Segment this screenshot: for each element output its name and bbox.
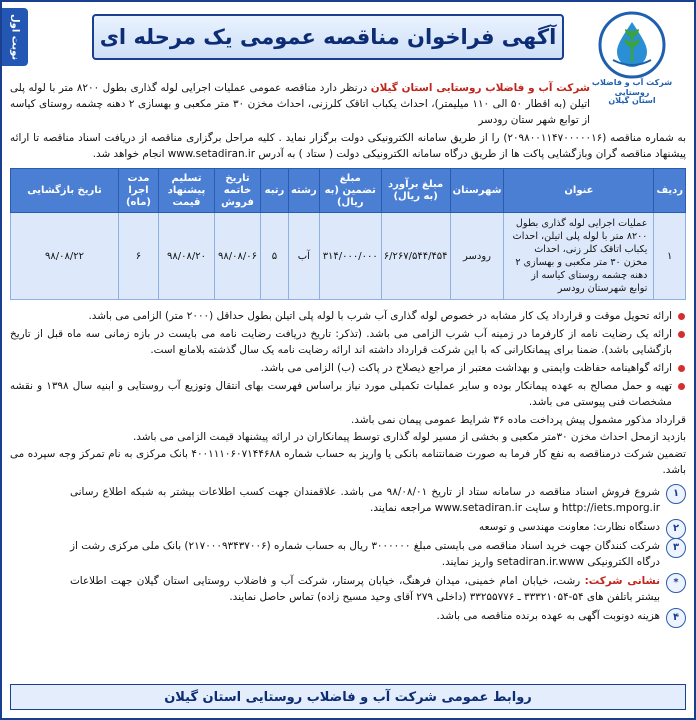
logo-text-1: شرکت آب و فاضلاب روستایی	[591, 78, 673, 97]
address-item	[10, 573, 686, 605]
cell-rank: ۵	[260, 213, 288, 300]
col-header: مدت اجرا (ماه)	[118, 169, 158, 213]
cell-estimate: ۶/۲۶۷/۵۴۴/۴۵۴	[381, 213, 450, 300]
item-number: ۲	[666, 519, 686, 539]
list-item-text: ارائه تحویل موقت و قرارداد یک کار مشابه در خصوص لوله گذاری آب شرب با لوله پلی اتیلن بطول حداقل (۲۰۰۰ متر) الزامی می باشد.	[88, 310, 672, 322]
bullet-dot-icon	[678, 365, 685, 372]
cell-sale-end: ۹۸/۰۸/۰۶	[214, 213, 260, 300]
numbered-list	[10, 484, 686, 624]
item-text: شروع فروش اسناد مناقصه در سامانه ستاد از تاریخ ۹۸/۰۸/۰۱ می باشد. علاقمندان جهت کسب اطلاعات بیشتر به شبکه اطلاع رسانی http://iets.mporg.ir و سایت www.setadiran.ir مراجعه نمایند.	[70, 486, 660, 514]
cell-guarantee: ۳۱۴/۰۰۰/۰۰۰	[319, 213, 381, 300]
page-title: آگهی فراخوان مناقصه عمومی یک مرحله ای	[92, 14, 564, 60]
table-header-row	[11, 169, 686, 213]
col-header: رتبه	[260, 169, 288, 213]
numbered-item	[10, 519, 686, 535]
bullet-dot-icon	[678, 383, 685, 390]
numbered-item	[10, 484, 686, 516]
col-header: رشته	[288, 169, 319, 213]
paragraph: تضمین شرکت درمناقصه به نفع کار فرما به صورت ضمانتنامه بانکی یا واریز به حساب شماره ۴۰۰۱۱۱۰۶۰۷۱۴۴۶۸۸ بانک مرکزی به نام تمرکز وجه سپرده می باشد.	[10, 448, 687, 476]
col-header: عنوان	[504, 169, 654, 213]
footer: روابط عمومی شرکت آب و فاضلاب روستایی استان گیلان	[10, 684, 686, 710]
tender-table	[10, 168, 686, 300]
cell-duration: ۶	[118, 213, 158, 300]
col-header: تاریخ خاتمه فروش	[214, 169, 260, 213]
numbered-item	[10, 608, 686, 624]
item-number: ۳	[666, 538, 686, 558]
list-item	[10, 360, 686, 376]
water-drop-wheat-icon	[597, 10, 667, 80]
cell-opening: ۹۸/۰۸/۲۲	[11, 213, 119, 300]
paragraph: بازدید ازمحل احداث مخزن ۳۰متر مکعبی و بخشی از مسیر لوله گذاری توسط پیمانکاران در ارائه پیشنهاد قیمت الزامی می باشد.	[132, 431, 686, 443]
table-row	[11, 213, 686, 300]
logo-text-2: استان گیلان	[608, 96, 656, 105]
numbered-item	[10, 538, 686, 570]
item-text: دستگاه نظارت: معاونت مهندسی و توسعه	[479, 521, 660, 533]
item-number: *	[666, 573, 686, 593]
list-item	[10, 378, 686, 410]
intro-paragraph-2: به شماره مناقصه (۲۰۹۸۰۰۱۱۴۷۰۰۰۰۰۱۶) را از طریق سامانه الکترونیکی دولت برگزار نماید . کلیه مراحل برگزاری مناقصه از دریافت اسناد مناقصه تا ارائه پیشنهاد مناقصه گران وبازگشایی پاکت ها از طریق درگاه سامانه الکترونیکی دولت ( ستاد ) به آدرس www.setadiran.ir انجام خواهد شد.	[10, 132, 687, 160]
paragraph: قرارداد مذکور مشمول پیش پرداخت ماده ۳۶ شرایط عمومی پیمان نمی باشد.	[350, 414, 686, 426]
cell-index: ۱	[654, 213, 686, 300]
bullet-dot-icon	[678, 331, 685, 338]
col-header: مبلغ تضمین (به ریال)	[319, 169, 381, 213]
col-header: شهرستان	[450, 169, 504, 213]
list-item	[10, 326, 686, 358]
list-item-text: ارائه یک رضایت نامه از کارفرما در زمینه آب شرب الزامی می باشد. (تذکر: تاریخ دریافت رضایت نامه می بایست در بازه زمانی سه ماه قبل از تاریخ بازگشایی باشد). ضمنا برای پیمانکارانی که با این شرکت قرارداد داشته اند ارائه رضایت نامه یک سال گذشته بلامانع است.	[10, 328, 672, 356]
list-item-text: ارائه گواهینامه حفاظت وایمنی و بهداشت معتبر از مراجع ذیصلاح در پاکت (ب) الزامی می باشد.	[260, 362, 672, 374]
col-header: تاریخ بازگشایی	[11, 169, 119, 213]
item-number: ۱	[666, 484, 686, 504]
col-header: ردیف	[654, 169, 686, 213]
list-item	[10, 308, 686, 324]
org-name: شرکت آب و فاضلاب روستایی استان گیلان	[370, 82, 591, 94]
address-label: نشانی شرکت:	[584, 575, 660, 587]
item-number: ۴	[666, 608, 686, 628]
intro-text: درنظر دارد مناقصه عمومی عملیات اجرایی لوله گذاری بطول ۸۲۰۰ متر با لوله پلی اتیلن (به اقطار ۵۰ الی ۱۱۰ میلیمتر)، احداث یکباب اتاقک کلرزنی، احداث مخزن ۳۰ متر مکعبی و بهسازی ۲ دهنه چشمه روستای کیاسه از توابع شهر ستان رودسر	[10, 82, 591, 126]
requirements-list	[10, 308, 686, 410]
cell-submission: ۹۸/۰۸/۲۰	[158, 213, 214, 300]
col-header: تسلیم پیشنهاد قیمت	[158, 169, 214, 213]
item-text: هزینه دونوبت آگهی به عهده برنده مناقصه می باشد.	[436, 610, 660, 622]
item-text: رشت، خیابان امام خمینی، میدان فرهنگ، خیابان پرستار، شرکت آب و فاضلاب روستایی استان گیلان جهت اطلاعات بیشتر باتلفن های ۵۴-۳۳۳۲۱۰۵۴ ـ ۳۳۲۵۵۷۷۶ (داخلی ۲۷۹ آقای وحید مسیح زاده) تماس حاصل نمایند.	[70, 575, 660, 603]
company-logo	[584, 10, 680, 106]
list-item-text: تهیه و حمل مصالح به عهده پیمانکار بوده و سایر عملیات تکمیلی مورد نیاز براساس فهرست بهای انتقال وتوزیع آب روستایی و ابنیه سال ۱۳۹۸ و نقشه مشخصات فنی پیوستی می باشد.	[10, 380, 672, 408]
item-text: شرکت کنندگان جهت خرید اسناد مناقصه می بایستی مبلغ ۳۰۰۰۰۰۰ ریال به حساب شماره (۲۱۷۰۰۰۹۳۴۳۷۰۰۶) بانک ملی مرکزی رشت از درگاه الکترونیکی setadiran.ir.www واریز نمایند.	[70, 540, 660, 568]
round-badge: نوبت اول	[2, 8, 28, 66]
cell-field: آب	[288, 213, 319, 300]
intro-paragraph	[10, 80, 590, 128]
cell-city: رودسر	[450, 213, 504, 300]
bullet-dot-icon	[678, 313, 685, 320]
cell-title: عملیات اجرایی لوله گذاری بطول ۸۲۰۰ متر با لوله پلی اتیلن، احداث یکباب اتاقک کلر زنی، احداث مخزن ۳۰ متر مکعبی و بهسازی ۲ دهنه چشمه روستای کیاسه از توابع شهرستان رودسر	[504, 213, 654, 300]
col-header: مبلغ برآورد (به ریال)	[381, 169, 450, 213]
